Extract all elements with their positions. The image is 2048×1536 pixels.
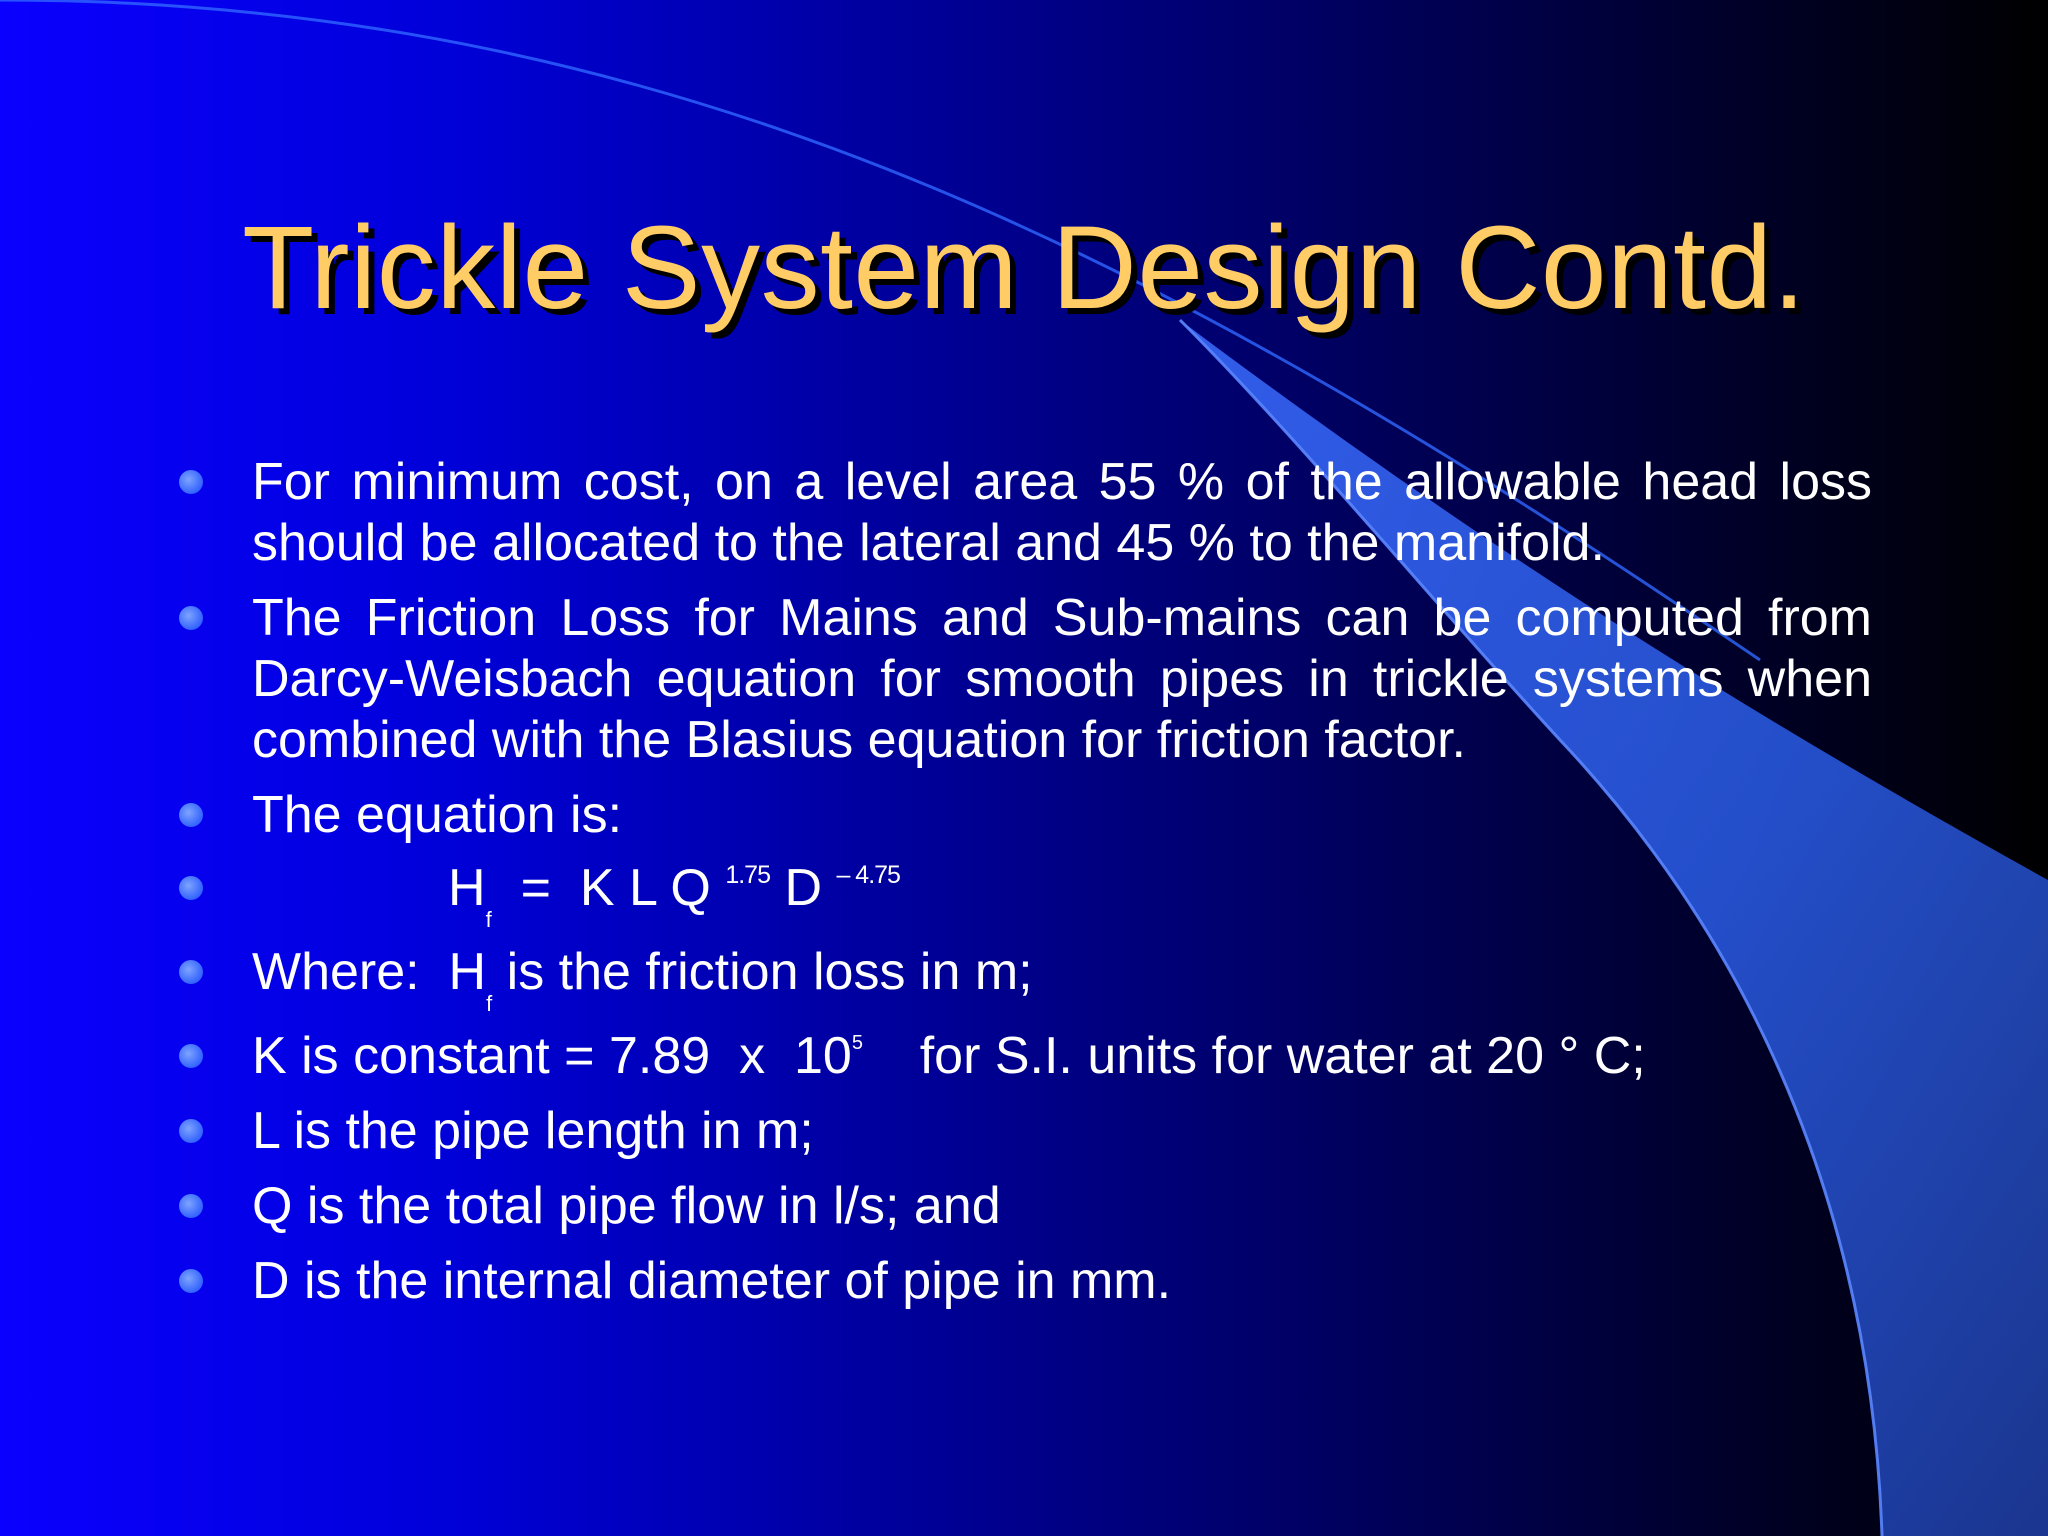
where-h-subscript: f <box>486 991 493 1016</box>
bullet-item-flow <box>176 1176 1872 1237</box>
bullet-text: The Friction Loss for Mains and Sub-mains can be computed from Darcy-Weisbach equation for smooth pipes in trickle systems when combined with the Blasius equation for friction factor. <box>252 589 1872 769</box>
bullet-dot-icon <box>179 606 203 630</box>
bullet-list <box>176 452 1872 1312</box>
bullet-item-equation-intro <box>176 785 1872 846</box>
bullet-item-head-loss <box>176 452 1872 574</box>
equation-rhs: = K L Q <box>491 859 711 917</box>
where-suffix: is the friction loss in m; <box>492 943 1033 1001</box>
k-exponent: 5 <box>851 1032 862 1054</box>
bullet-text: D is the internal diameter of pipe in mm. <box>252 1252 1172 1310</box>
k-prefix: K is constant = 7.89 x 10 <box>252 1027 852 1085</box>
bullet-item-diameter <box>176 1251 1872 1312</box>
bullet-item-constant-k <box>176 1026 1872 1087</box>
bullet-dot-icon <box>179 1119 203 1143</box>
slide-title: Trickle System Design Contd. <box>242 202 1806 334</box>
equation-h-subscript: f <box>485 907 492 932</box>
bullet-dot-icon <box>179 1269 203 1293</box>
bullet-text: For minimum cost, on a level area 55 % of the allowable head loss should be allocated to the lateral and 45 % to the manifold. <box>252 453 1872 572</box>
bullet-item-friction-loss <box>176 588 1872 771</box>
bullet-dot-icon <box>179 960 203 984</box>
bullet-text: Q is the total pipe flow in l/s; and <box>252 1177 1001 1235</box>
bullet-text: L is the pipe length in m; <box>252 1102 814 1160</box>
equation <box>252 859 900 932</box>
equation-h: H <box>448 859 486 917</box>
bullet-dot-icon <box>179 803 203 827</box>
k-suffix: for S.I. units for water at 20 ° C; <box>861 1027 1646 1085</box>
where-prefix: Where: H <box>252 943 487 1001</box>
equation-d: D <box>784 859 822 917</box>
bullet-item-equation <box>176 858 1872 932</box>
equation-q-exponent: 1.75 <box>725 861 770 889</box>
bullet-dot-icon <box>179 876 203 900</box>
bullet-dot-icon <box>179 470 203 494</box>
bullet-item-length <box>176 1101 1872 1162</box>
bullet-dot-icon <box>179 1044 203 1068</box>
equation-d-exponent: – 4.75 <box>836 861 900 889</box>
bullet-dot-icon <box>179 1194 203 1218</box>
bullet-text: The equation is: <box>252 786 623 844</box>
bullet-item-where-hf <box>176 942 1872 1016</box>
